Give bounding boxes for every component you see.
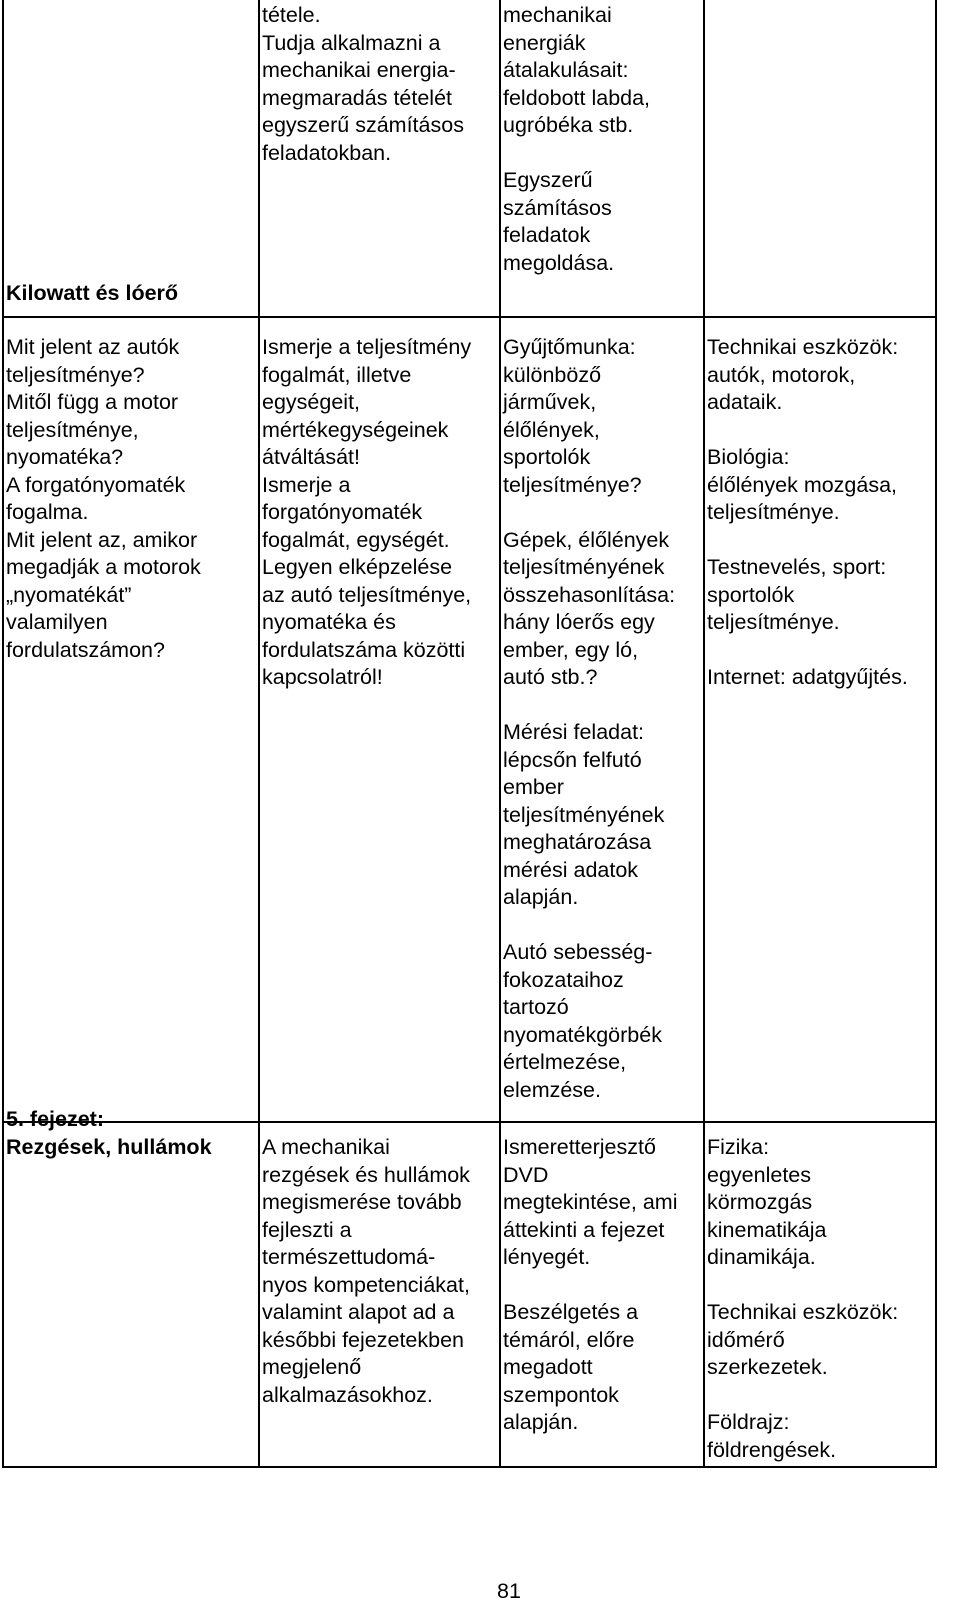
table-border-left bbox=[2, 0, 4, 1468]
activity-text: Egyszerű számításos feladatok megoldása. bbox=[503, 168, 615, 275]
chapter-heading-text: 5. fejezet: Rezgések, hullámok bbox=[6, 1107, 212, 1159]
table-border-row1 bbox=[2, 316, 937, 318]
objectives-cell-bottom bbox=[262, 1134, 502, 1409]
connection-text: Fizika: egyenletes körmozgás kinematikája dinamikája. bbox=[707, 1135, 827, 1269]
connection-text: Technikai eszközök: időmérő szerkezetek. bbox=[707, 1300, 899, 1379]
connection-text: Biológia: élőlények mozgása, teljesítménye. bbox=[707, 445, 898, 524]
activity-text: Gyűjtőmunka: különböző járművek, élőlények, sportolók teljesítménye? bbox=[503, 335, 642, 497]
activity-text: Ismeretterjesztő DVD megtekintése, ami áttekinti a fejezet lényegét. bbox=[503, 1135, 678, 1269]
objectives-text: A mechanikai rezgések és hullámok megismerése tovább fejleszti a természettudomá- nyos kompetenciákat, valamint alapot ad a későbbi fejezetekben megjelenő alkalmazásokhoz. bbox=[262, 1135, 470, 1407]
connection-text: Technikai eszközök: autók, motorok, adataik. bbox=[707, 335, 899, 414]
connections-cell-mid bbox=[707, 334, 939, 692]
table-border-right bbox=[935, 0, 937, 1468]
objectives-text: Ismerje a teljesítmény fogalmát, illetve egységeit, mértékegységeinek átváltását! Ismerje a forgatónyomaték fogalmát, egységét. Legyen elképzelése az autó teljesítménye, nyomatéka és fordulatszáma közötti kapcsolatról! bbox=[262, 335, 472, 689]
questions-cell bbox=[6, 334, 256, 664]
section-title-text: Kilowatt és lóerő bbox=[6, 281, 179, 305]
table-border-bottom bbox=[2, 1466, 937, 1468]
table-border-col2 bbox=[258, 0, 260, 1468]
activity-text: Beszélgetés a témáról, előre megadott szempontok alapján. bbox=[503, 1300, 639, 1434]
objectives-cell-mid bbox=[262, 334, 502, 692]
activities-cell-mid bbox=[503, 334, 703, 1104]
connection-text: Testnevelés, sport: sportolók teljesítménye. bbox=[707, 555, 887, 634]
questions-text: Mit jelent az autók teljesítménye? Mitől függ a motor teljesítménye, nyomatéka? A forgatónyomaték fogalma. Mit jelent az, amikor megadják a motorok „nyomatékát” valamilyen fordulatszámon? bbox=[6, 335, 201, 662]
connections-cell-bottom bbox=[707, 1134, 935, 1464]
objectives-text: tétele. Tudja alkalmazni a mechanikai energia- megmaradás tételét egyszerű számításos feladatokban. bbox=[262, 3, 464, 165]
connection-text: Internet: adatgyűjtés. bbox=[707, 665, 908, 689]
chapter-heading bbox=[6, 1106, 256, 1161]
activity-text: Gépek, élőlények teljesítményének összehasonlítása: hány lóerős egy ember, egy ló, autó stb.? bbox=[503, 527, 676, 689]
activity-text: Mérési feladat: lépcsőn felfutó ember teljesítményének meghatározása mérési adatok alapján. bbox=[503, 720, 665, 909]
objectives-cell-top bbox=[262, 2, 498, 167]
activity-text: mechanikai energiák átalakulásait: feldobott labda, ugróbéka stb. bbox=[503, 3, 651, 137]
section-title-kilowatt bbox=[6, 280, 256, 308]
activities-cell-top bbox=[503, 2, 703, 277]
activity-text: Autó sebesség- fokozataihoz tartozó nyomatékgörbék értelmezése, elemzése. bbox=[503, 940, 662, 1102]
activities-cell-bottom bbox=[503, 1134, 707, 1437]
connection-text: Földrajz: földrengések. bbox=[707, 1410, 837, 1462]
page-number: 81 bbox=[497, 1579, 521, 1603]
